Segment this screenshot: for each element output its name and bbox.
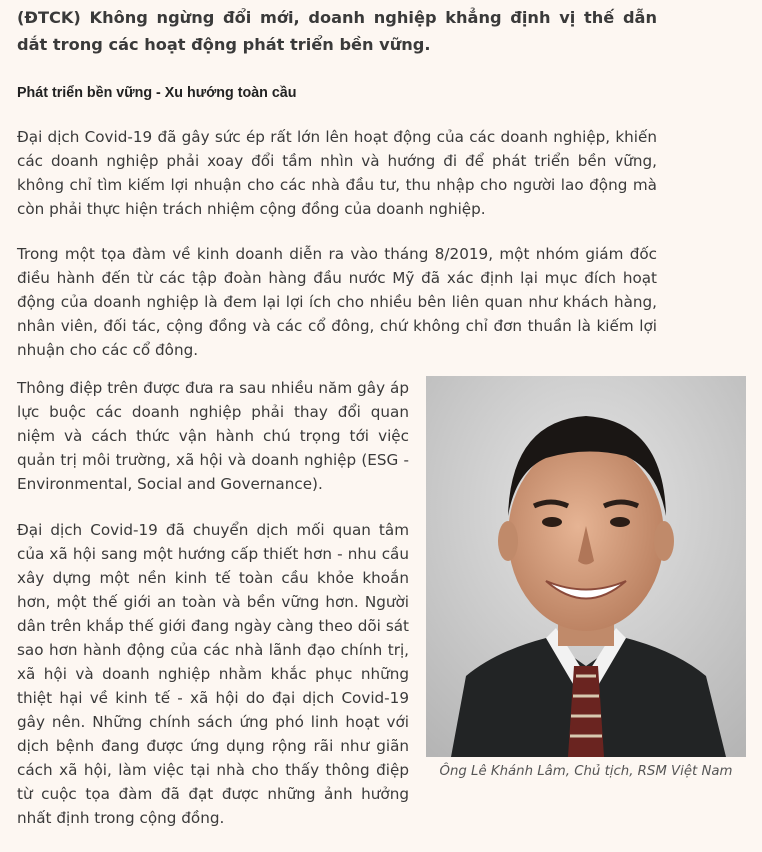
portrait-photo xyxy=(426,376,746,757)
wrapped-text-column xyxy=(17,376,409,852)
article-body xyxy=(17,4,657,362)
article-paragraph-1: Đại dịch Covid-19 đã gây sức ép rất lớn lên hoạt động của các doanh nghiệp, khiến các doanh nghiệp phải xoay đổi tầm nhìn và hướng đi để phát triển bền vững, không chỉ tìm kiếm lợi nhuận cho các nhà đầu tư, thu nhập cho người lao động mà còn phải thực hiện trách nhiệm cộng đồng của doanh nghiệp. xyxy=(17,128,657,218)
article-lead: (ĐTCK) Không ngừng đổi mới, doanh nghiệp khẳng định vị thế dẫn dắt trong các hoạt động phát triển bền vững. xyxy=(17,8,657,54)
article-paragraph-4: Đại dịch Covid-19 đã chuyển dịch mối quan tâm của xã hội sang một hướng cấp thiết hơn - nhu cầu xây dựng một nền kinh tế toàn cầu khỏe khoắn hơn, một thế giới an toàn và bền vững hơn. Người dân trên khắp thế giới đang ngày càng theo dõi sát sao hơn hành động của các nhà lãnh đạo chính trị, xã hội và doanh nghiệp nhằm khắc phục những thiệt hại về kinh tế - xã hội do đại dịch Covid-19 gây nên. Những chính sách ứng phó linh hoạt với dịch bệnh đang được ứng dụng rộng rãi như giãn cách xã hội, làm việc tại nhà cho thấy thông điệp từ cuộc tọa đàm đã đạt được những ảnh hưởng nhất định trong cộng đồng. xyxy=(17,521,409,827)
article-paragraph-2: Trong một tọa đàm về kinh doanh diễn ra vào tháng 8/2019, một nhóm giám đốc điều hành đến từ các tập đoàn hàng đầu nước Mỹ đã xác định lại mục đích hoạt động của doanh nghiệp là đem lại lợi ích cho nhiều bên liên quan như khách hàng, nhân viên, đối tác, cộng đồng và các cổ đông, chứ không chỉ đơn thuần là kiếm lợi nhuận cho các cổ đông. xyxy=(17,245,657,359)
section-heading: Phát triển bền vững - Xu hướng toàn cầu xyxy=(17,85,297,101)
photo-caption: Ông Lê Khánh Lâm, Chủ tịch, RSM Việt Nam xyxy=(439,764,733,779)
article-figure xyxy=(426,376,746,781)
article-paragraph-3: Thông điệp trên được đưa ra sau nhiều năm gây áp lực buộc các doanh nghiệp phải thay đổi quan niệm và cách thức vận hành chú trọng tới việc quản trị môi trường, xã hội và doanh nghiệp (ESG - Environmental, Social and Governance). xyxy=(17,379,409,493)
